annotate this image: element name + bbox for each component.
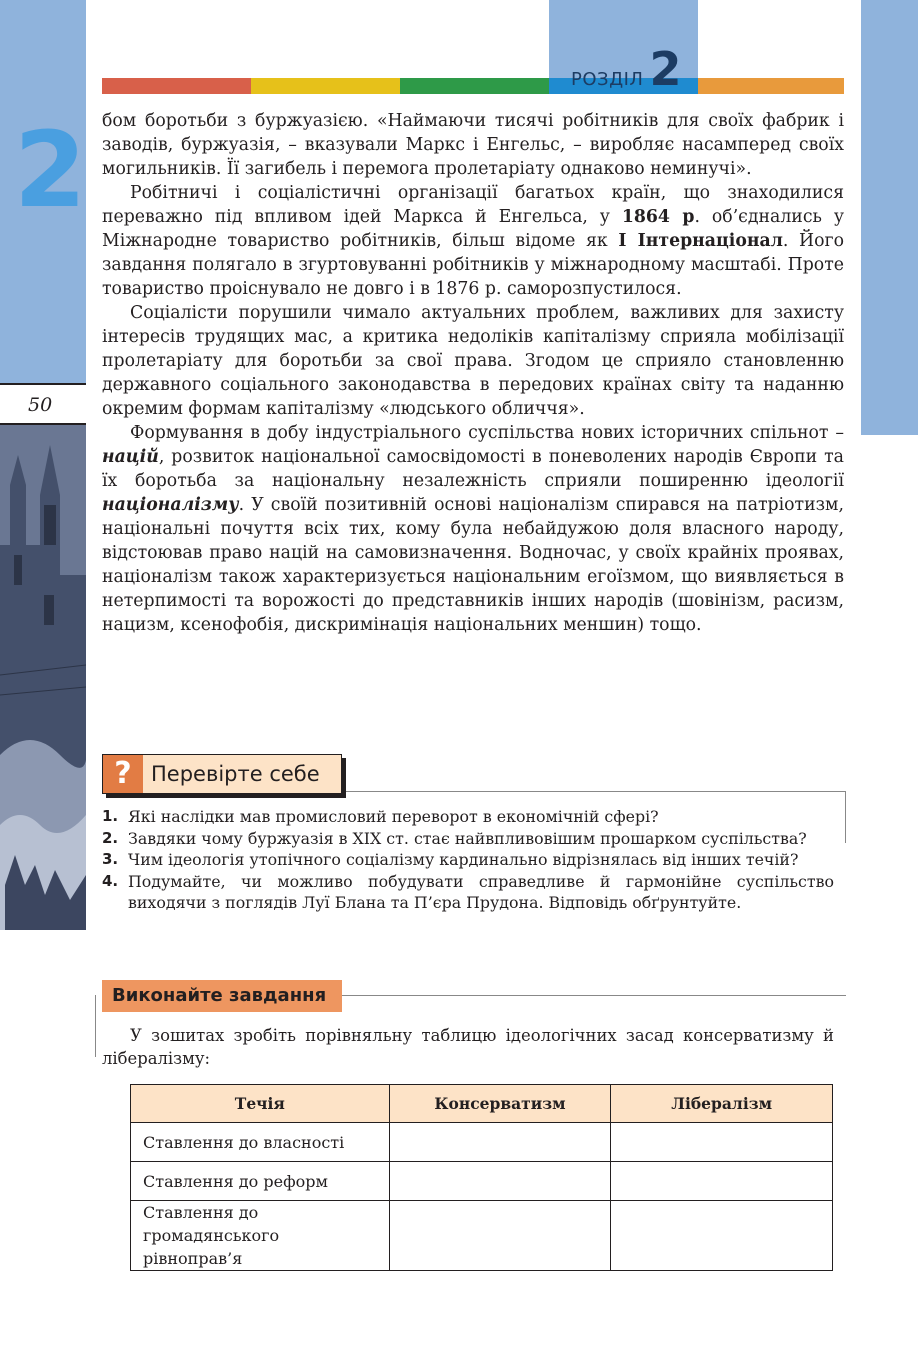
paragraph-4-text-c: . У своїй позитивній основі націоналізм спирався на патріотизм, національні почуття всіх тих, кому була небайдужою доля власного народу, відстоював право націй на самовизначення. Водночас, у своїх крайніх проявах, націоналізм також характеризується національним егоїзмом, що виявляється в нетерпимості та ворожості до представників інших народів (шовінізм, расизм, нацизм, ксенофобія, дискримінація національних меншин) тощо. — [102, 495, 844, 635]
question-item — [102, 871, 834, 914]
table-cell — [389, 1123, 611, 1162]
question-item — [102, 828, 834, 850]
paragraph-4-text-b: , розвиток національної самосвідомості в поневолених народів Європи та їх боротьба за національну незалежність сприяли поширенню ідеології — [102, 447, 844, 491]
term-nations: націй — [102, 447, 159, 467]
section-label — [571, 42, 682, 96]
task-title: Виконайте завдання — [102, 980, 342, 1012]
task-frame-left — [95, 995, 96, 1057]
table-row — [131, 1201, 833, 1271]
question-item — [102, 806, 834, 828]
question-mark-icon: ? — [103, 755, 143, 793]
question-list — [102, 806, 834, 914]
table-cell — [611, 1123, 833, 1162]
paragraph-4 — [102, 421, 844, 637]
section-word: РОЗДІЛ — [571, 69, 644, 90]
table-row — [131, 1162, 833, 1201]
body-text — [102, 109, 844, 637]
question-number: 1. — [102, 807, 119, 825]
chapter-number: 2 — [14, 109, 87, 231]
table-cell: Ставлення до громадянського рівноправ’я — [131, 1201, 390, 1271]
question-text: Завдяки чому буржуазія в XIX ст. стає найвпливовішим прошарком суспільства? — [128, 828, 807, 848]
question-number: 4. — [102, 871, 119, 890]
table-header-cell: Лібералізм — [611, 1085, 833, 1123]
comparison-table — [130, 1084, 833, 1271]
year-1864: 1864 р — [621, 207, 695, 227]
task-text: У зошитах зробіть порівняльну таблицю ідеологічних засад консерватизму й лібералізму: — [102, 1026, 834, 1068]
check-yourself-title: Перевірте себе — [143, 755, 341, 793]
table-header-cell: Консерватизм — [389, 1085, 611, 1123]
table-cell: Ставлення до реформ — [131, 1162, 390, 1201]
paragraph-2-text-c: . Його завдання полягало в згуртовуванні робітників у міжнародному масштабі. Проте товариство проіснувало не довго і в 1876 р. саморозпустилося. — [102, 231, 844, 299]
color-strip — [102, 78, 844, 94]
page-number: 50 — [28, 394, 53, 416]
engraving-illustration — [0, 425, 86, 930]
question-text: Подумайте, чи можливо побудувати справедливе й гармонійне суспільство виходячи з поглядів Луї Блана та П’єра Прудона. Відповідь обґрунтуйте. — [128, 871, 834, 912]
table-cell: Ставлення до власності — [131, 1123, 390, 1162]
term-nationalism: націоналізму — [102, 495, 239, 515]
section-number: 2 — [649, 42, 682, 96]
paragraph-1: бом боротьби з буржуазією. «Наймаючи тисячі робітників для своїх фабрик і заводів, буржуазія, – вказували Маркс і Енгельс, – виробляє насамперед своїх могильників. Її загибель і перемога пролетаріату однаково неминучі». — [102, 111, 844, 179]
question-text: Чим ідеологія утопічного соціалізму кардинально відрізнялась від інших течій? — [128, 850, 799, 869]
question-item — [102, 849, 834, 871]
table-cell — [611, 1162, 833, 1201]
check-yourself-header — [102, 754, 342, 794]
table-header-row — [131, 1085, 833, 1123]
paragraph-2 — [102, 181, 844, 301]
question-number: 3. — [102, 850, 119, 868]
paragraph-3: Соціалісти порушили чимало актуальних проблем, важливих для захисту інтересів трудящих мас, а критика недоліків капіталізму сприяла мобілізації пролетаріату для боротьби за свої права. Згодом це сприяло становленню державного соціального законодавства в передових країнах світу та наданню окремим формам капіталізму «людського обличчя». — [102, 303, 844, 419]
table-cell — [611, 1201, 833, 1271]
table-cell — [389, 1201, 611, 1271]
term-first-international: І Інтернаціонал — [618, 231, 783, 251]
table-header-cell: Течія — [131, 1085, 390, 1123]
paragraph-2-text-b: . об’єднались у Міжнародне товариство робітників, більш відоме як — [102, 207, 844, 251]
table-row — [131, 1123, 833, 1162]
question-text: Які наслідки мав промисловий переворот в економічній сфері? — [128, 807, 659, 826]
question-number: 2. — [102, 828, 119, 847]
paragraph-4-text-a: Формування в добу індустріального суспільства нових історичних спільнот – — [130, 423, 844, 443]
paragraph-2-text-a: Робітничі і соціалістичні організації багатьох країн, що знаходилися переважно під впливом ідей Маркса й Енгельса, у — [102, 183, 844, 227]
table-cell — [389, 1162, 611, 1201]
right-margin-band — [861, 0, 918, 435]
